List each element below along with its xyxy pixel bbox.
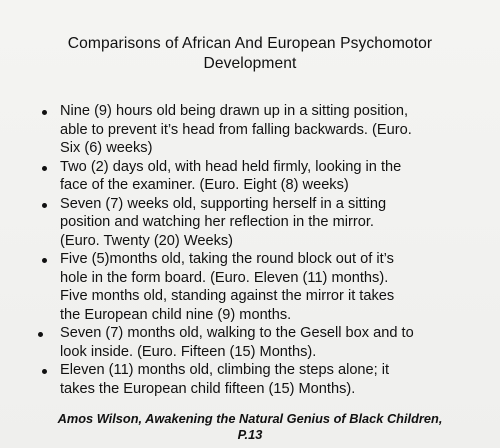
list-item-line: Two (2) days old, with head held firmly, looking in the [60, 158, 402, 175]
list-item-line: Nine (9) hours old being drawn up in a sitting position, [60, 103, 409, 119]
bullet-icon [42, 203, 47, 208]
list-item-line: Five (5)months old, taking the round block out of it’s [60, 251, 394, 267]
comparison-list [36, 102, 482, 398]
list-item-line: the European child nine (9) months. [60, 306, 292, 323]
list-item [36, 158, 482, 195]
list-item-line: Five months old, standing against the mirror it takes [60, 288, 395, 304]
list-item [36, 195, 482, 251]
list-item-line: Eleven (11) months old, climbing the steps alone; it [60, 362, 390, 378]
bullet-icon [42, 110, 47, 115]
title-line-1: Comparisons of African And European Psychomotor [67, 35, 433, 52]
list-item-line: look inside. (Euro. Fifteen (15) Months). [60, 343, 317, 360]
list-item-line: Six (6) weeks) [60, 140, 153, 156]
citation-line-1: Amos Wilson, Awakening the Natural Genius of Black Children, [57, 411, 443, 426]
bullet-icon [42, 166, 47, 171]
bullet-icon [42, 258, 47, 263]
list-item-line: able to prevent it’s head from falling backwards. (Euro. [60, 121, 412, 138]
list-item-line: Seven (7) months old, walking to the Gesell box and to [60, 325, 414, 341]
list-item [36, 361, 482, 398]
list-item-line: position and watching her reflection in the mirror. [60, 214, 374, 230]
list-item-line: hole in the form board. (Euro. Eleven (11) months). [60, 269, 389, 286]
bullet-icon [38, 332, 43, 337]
list-item [36, 324, 482, 361]
list-item-line: takes the European child fifteen (15) Months). [60, 380, 356, 397]
citation-line-2: P.13 [237, 427, 263, 442]
title-line-2: Development [203, 55, 297, 72]
list-item-line: Seven (7) weeks old, supporting herself in a sitting [60, 195, 387, 212]
list-item [36, 250, 482, 324]
page-title [0, 34, 500, 74]
list-item-line: face of the examiner. (Euro. Eight (8) weeks) [60, 177, 349, 193]
list-item [36, 102, 482, 158]
bullet-icon [42, 369, 47, 374]
list-item-line: (Euro. Twenty (20) Weeks) [60, 232, 234, 249]
citation [0, 411, 500, 443]
